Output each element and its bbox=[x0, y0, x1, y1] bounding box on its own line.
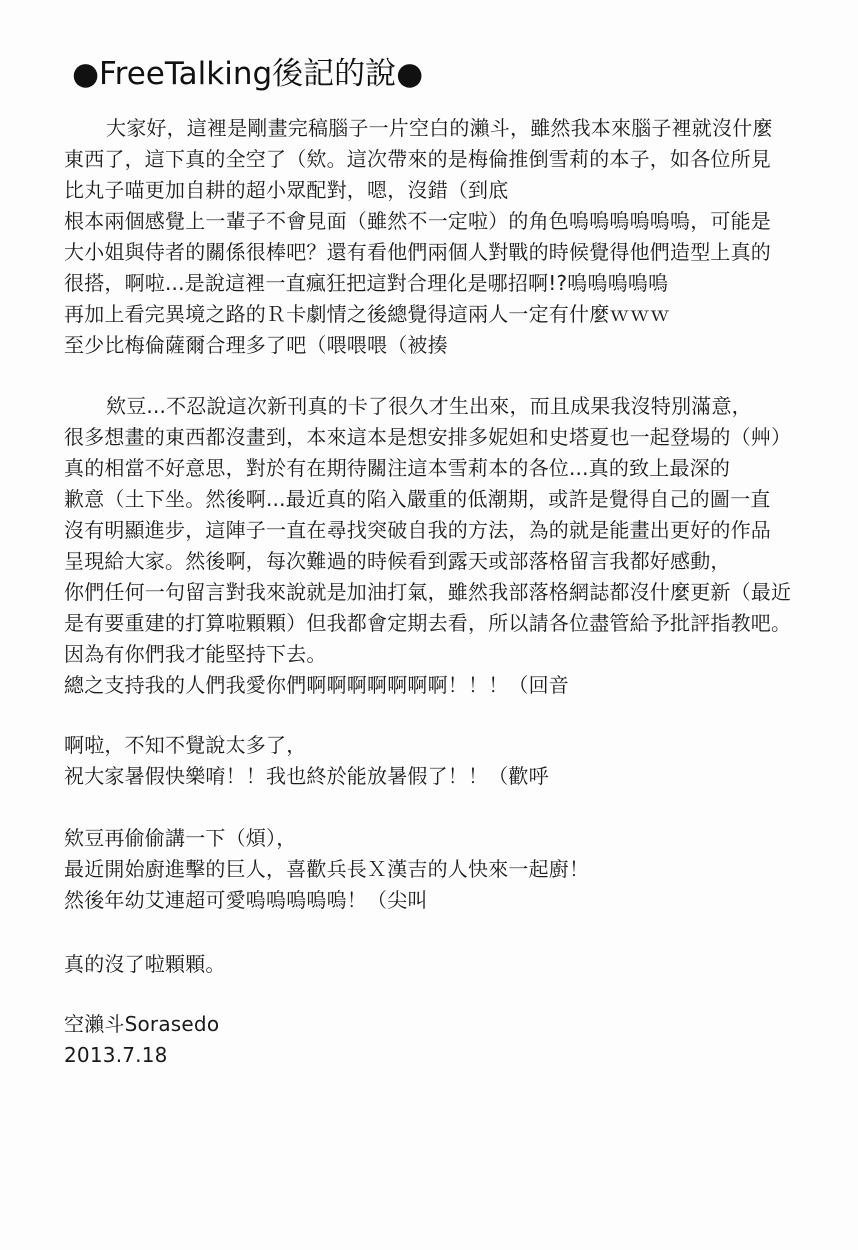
text-line: 比丸子喵更加自耕的超小眾配對，嗯，沒錯（到底 bbox=[64, 178, 509, 202]
text-line: 呈現給大家。然後啊，每次難過的時候看到露天或部落格留言我都好感動， bbox=[64, 549, 731, 573]
text-line: 大小姐與侍者的關係很棒吧？還有看他們兩個人對戰的時候覺得他們造型上真的 bbox=[64, 240, 771, 264]
text-line: 啊啦，不知不覺說太多了， bbox=[64, 733, 307, 757]
text-line: 欸豆...不忍說這次新刊真的卡了很久才生出來，而且成果我沒特別滿意， bbox=[106, 394, 752, 418]
paragraph-apology bbox=[64, 391, 824, 701]
text-line: 根本兩個感覺上一輩子不會見面（雖然不一定啦）的角色嗚嗚嗚嗚嗚嗚，可能是 bbox=[64, 209, 771, 233]
signature-date: 2013.7.18 bbox=[64, 1043, 168, 1067]
text-line: 很搭，啊啦...是說這裡一直瘋狂把這對合理化是哪招啊!?嗚嗚嗚嗚嗚 bbox=[64, 271, 669, 295]
text-line: 歉意（土下坐。然後啊...最近真的陷入嚴重的低潮期，或許是覺得自己的圖一直 bbox=[64, 487, 771, 511]
text-line: 沒有明顯進步，這陣子一直在尋找突破自我的方法，為的就是能畫出更好的作品 bbox=[64, 518, 771, 542]
text-line: 最近開始廚進擊的巨人，喜歡兵長Ｘ漢吉的人快來一起廚！ bbox=[64, 857, 590, 881]
paragraph-summer bbox=[64, 730, 824, 792]
text-line: 大家好，這裡是剛畫完稿腦子一片空白的瀨斗，雖然我本來腦子裡就沒什麼 bbox=[106, 116, 773, 140]
text-line: 祝大家暑假快樂唷！！我也終於能放暑假了！！（歡呼 bbox=[64, 764, 549, 788]
text-line: 你們任何一句留言對我來說就是加油打氣，雖然我部落格網誌都沒什麼更新（最近 bbox=[64, 580, 792, 604]
text-line: 至少比梅倫薩爾合理多了吧（喂喂喂（被揍 bbox=[64, 333, 448, 357]
signature-block bbox=[64, 1009, 824, 1071]
text-line: 很多想畫的東西都沒畫到，本來這本是想安排多妮妲和史塔夏也一起登場的（艸） bbox=[64, 425, 792, 449]
paragraph-greeting bbox=[64, 113, 824, 361]
page-title: ●FreeTalking後記的說● bbox=[72, 56, 424, 92]
text-line: 然後年幼艾連超可愛嗚嗚嗚嗚嗚！（尖叫 bbox=[64, 888, 428, 912]
text-line: 真的沒了啦顆顆。 bbox=[64, 952, 226, 976]
text-line: 真的相當不好意思，對於有在期待關注這本雪莉本的各位...真的致上最深的 bbox=[64, 456, 731, 480]
text-line: 是有要重建的打算啦顆顆）但我都會定期去看，所以請各位盡管給予批評指教吧。 bbox=[64, 611, 792, 635]
text-line: 總之支持我的人們我愛你們啊啊啊啊啊啊啊！！！（回音 bbox=[64, 673, 569, 697]
paragraph-aside bbox=[64, 823, 824, 916]
text-line: 再加上看完異境之路的Ｒ卡劇情之後總覺得這兩人一定有什麼ｗｗｗ bbox=[64, 302, 670, 326]
text-line: 東西了，這下真的全空了（欸。這次帶來的是梅倫推倒雪莉的本子，如各位所見 bbox=[64, 147, 771, 171]
text-line: 欸豆再偷偷講一下（煩）， bbox=[64, 826, 297, 850]
paragraph-closing bbox=[64, 949, 824, 980]
text-line: 因為有你們我才能堅持下去。 bbox=[64, 642, 327, 666]
author-signature: 空瀨斗Sorasedo bbox=[64, 1012, 220, 1036]
